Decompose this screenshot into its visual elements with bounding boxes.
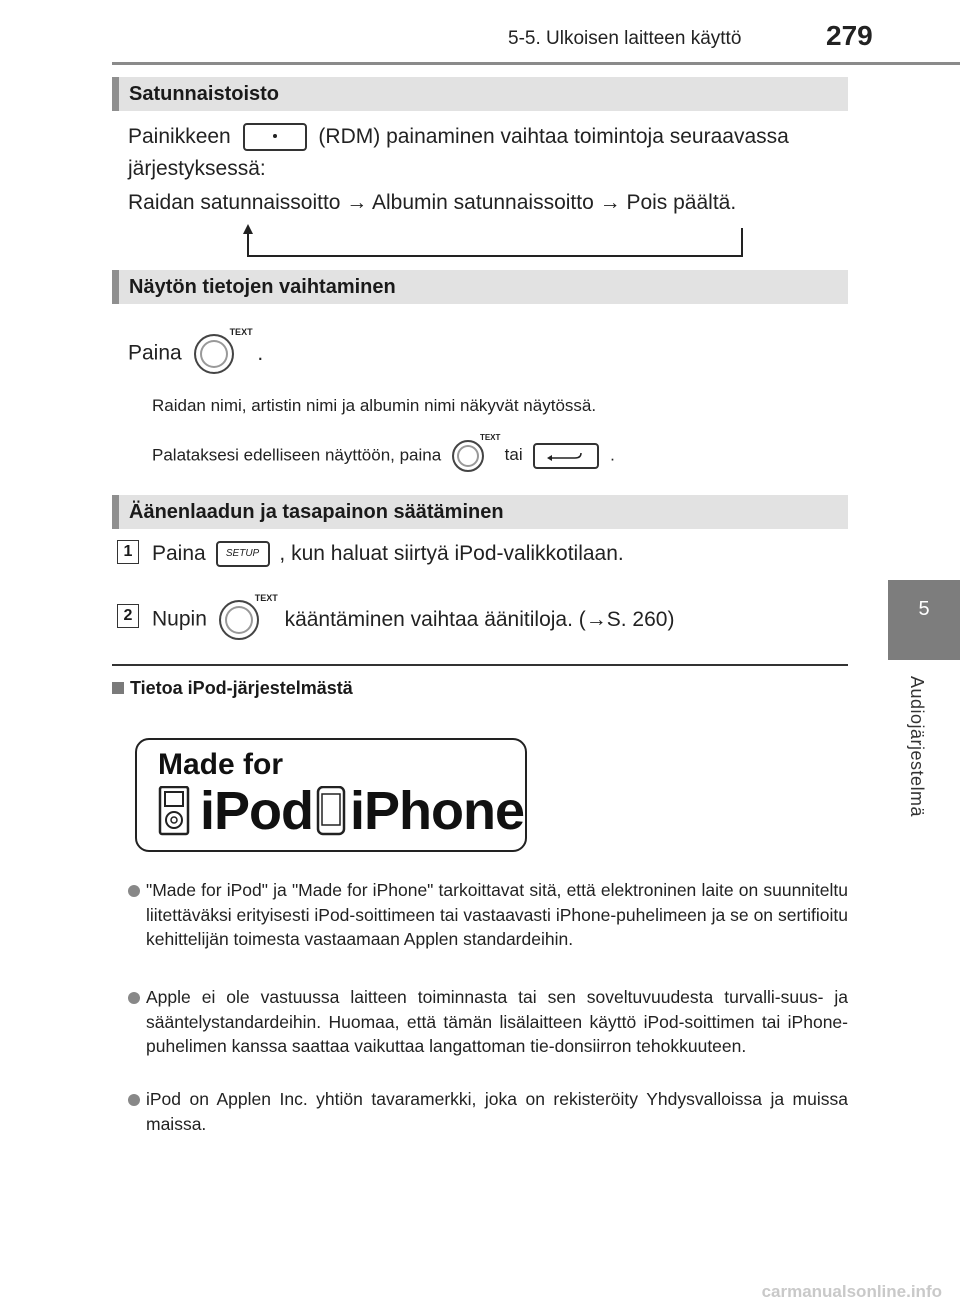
text-knob-step2-icon [219,593,278,640]
step-number-1: 1 [117,540,139,564]
display-note-2 [152,433,615,472]
step-2-post: kääntäminen vaihtaa äänitiloja. (→S. 260) [284,607,675,631]
section-heading-random: Satunnaistoisto [112,77,848,111]
display-press-period: . [257,341,264,365]
watermark: carmanualsonline.info [761,1282,942,1301]
random-paragraph [128,121,848,184]
ipod-bullet-3 [128,1087,848,1136]
random-para-line2: järjestyksessä: [128,156,266,180]
logo-ipod: iPod [200,781,313,841]
page-number: 279 [826,20,873,51]
logo-iphone: iPhone [350,781,525,841]
display-note-2-end: . [610,445,615,465]
random-para-post: (RDM) painaminen vaihtaa toimintoja seuraavassa [318,125,789,148]
ipod-info-heading [112,678,353,699]
iphone-device-icon [316,786,346,836]
section-heading-display: Näytön tietojen vaihtaminen [112,270,848,304]
setup-button-icon: SETUP [216,541,270,567]
square-bullet-icon [112,682,124,694]
display-note-2-mid: tai [504,445,523,465]
logo-made-for: Made for [158,748,284,781]
round-bullet-icon [128,992,140,1004]
display-note-2-pre: Palataksesi edelliseen näyttöön, paina [152,445,442,465]
back-button-icon [533,443,599,469]
cycle-arrow-icon [240,224,746,258]
text-knob-icon [194,327,253,374]
ipod-bullet-2 [128,985,848,1059]
rdm-button-icon [243,123,307,151]
text-knob-small-icon [452,433,501,472]
step-1-pre: Paina [152,542,206,565]
ipod-bullet-1 [128,878,848,952]
round-bullet-icon [128,885,140,897]
step-1-text [152,538,624,570]
ipod-device-icon [158,786,190,836]
step-1-post: , kun haluat siirtyä iPod-valikkotilaan. [279,542,624,565]
display-press-text: Paina [128,341,182,365]
text-knob-label: TEXT [229,327,253,337]
header-section-title: 5-5. Ulkoisen laitteen käyttö [508,28,742,49]
ipod-bullet-1-text: "Made for iPod" ja "Made for iPhone" tarkoittavat sitä, että elektroninen laite on suunniteltu liitettäväksi erityisesti iPod-soittimeen tai vastaavasti iPhone-puhelimeen ja se on sertifioitu kehittelijän toimesta vastaamaan Applen standardeihin. [146,880,848,949]
header-rule [112,62,960,65]
display-note-1: Raidan nimi, artistin nimi ja albumin nimi näkyvät näytössä. [152,396,597,415]
section-heading-sound: Äänenlaadun ja tasapainon säätäminen [112,495,848,529]
chapter-label: Audiojärjestelmä [907,676,927,818]
ipod-bullet-2-text: Apple ei ole vastuussa laitteen toiminnasta tai sen soveltuvuudesta turvalli-suus- ja sääntelystandardeihin. Huomaa, että tämän lisälaitteen käyttö iPod-soittimen tai iPhone-puhelimen kanssa saattaa vaikuttaa langattoman tie-donsiirron tehokkuuteen. [146,987,848,1056]
ipod-info-heading-text: Tietoa iPod-järjestelmästä [130,678,353,698]
step-2-text [152,593,675,640]
random-sequence: Raidan satunnaissoitto → Albumin satunnaissoitto → Pois päältä. [128,191,737,214]
ipod-bullet-3-text: iPod on Applen Inc. yhtiön tavaramerkki, joka on rekisteröity Yhdysvalloissa ja muissa maissa. [146,1089,848,1134]
step-number-2: 2 [117,604,139,628]
section-divider [112,664,848,666]
text-knob-small-label: TEXT [479,433,501,442]
step-2-pre: Nupin [152,607,207,631]
chapter-number: 5 [918,598,930,620]
random-para-pre: Painikkeen [128,125,231,148]
text-knob-step2-label: TEXT [254,593,278,603]
display-press [128,327,264,374]
round-bullet-icon [128,1094,140,1106]
